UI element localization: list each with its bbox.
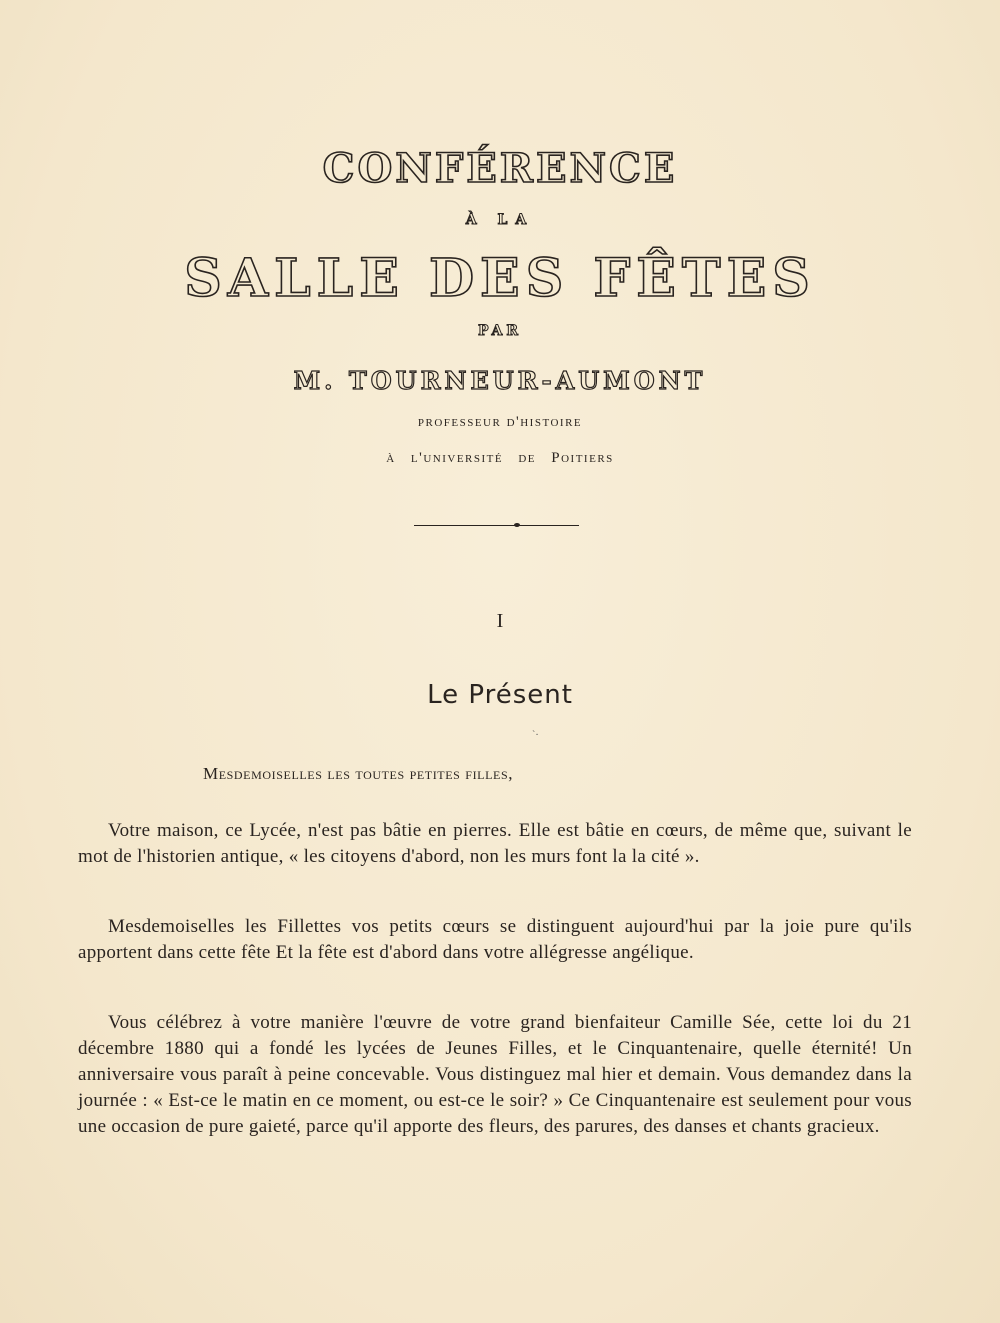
paragraph: Mesdemoiselles les Fillettes vos petits cœurs se distinguent aujourd'hui par la joie pure qu'ils apportent dans cette fête Et la fête est d'abord dans votre allégresse angélique. xyxy=(78,916,912,963)
salutation: Mesdemoiselles les toutes petites filles, xyxy=(203,764,514,783)
paragraph: Votre maison, ce Lycée, n'est pas bâtie en pierres. Elle est bâtie en cœurs, de même que, suivant le mot de l'historien antique, « les citoyens d'abord, non les murs font la la cité ». xyxy=(78,820,912,867)
title-par: PAR xyxy=(477,323,522,339)
section-numeral: I xyxy=(496,610,504,632)
title-conference: CONFÉRENCE xyxy=(322,145,678,192)
title-salle-des-fetes: SALLE DES FÊTES xyxy=(184,248,816,309)
author-title: professeur d'histoire xyxy=(417,414,583,430)
divider-ornament xyxy=(514,523,520,527)
title-a-la: À LA xyxy=(465,212,535,228)
section-heading: Le Présent xyxy=(427,680,573,710)
ornament-mark: `· xyxy=(532,730,539,741)
divider-rule xyxy=(414,525,579,526)
paragraph: Vous célébrez à votre manière l'œuvre de votre grand bienfaiteur Camille Sée, cette loi du 21 décembre 1880 qui a fondé les lycées de Jeunes Filles, et le Cinquantenaire, quelle éternité! Un anniversaire vous paraît à peine concevable. Vous distinguez mal hier et demain. Vous demandez dans la journée : « Est-ce le matin en ce moment, ou est-ce le soir? » Ce Cinquantenaire est seulement pour vous une occasion de pure gaieté, parce qu'il apporte des fleurs, des parures, des danses et chants gracieux. xyxy=(78,1012,912,1137)
author-affiliation: à l'université de Poitiers xyxy=(386,450,614,466)
author-name: M. TOURNEUR-AUMONT xyxy=(293,366,707,395)
